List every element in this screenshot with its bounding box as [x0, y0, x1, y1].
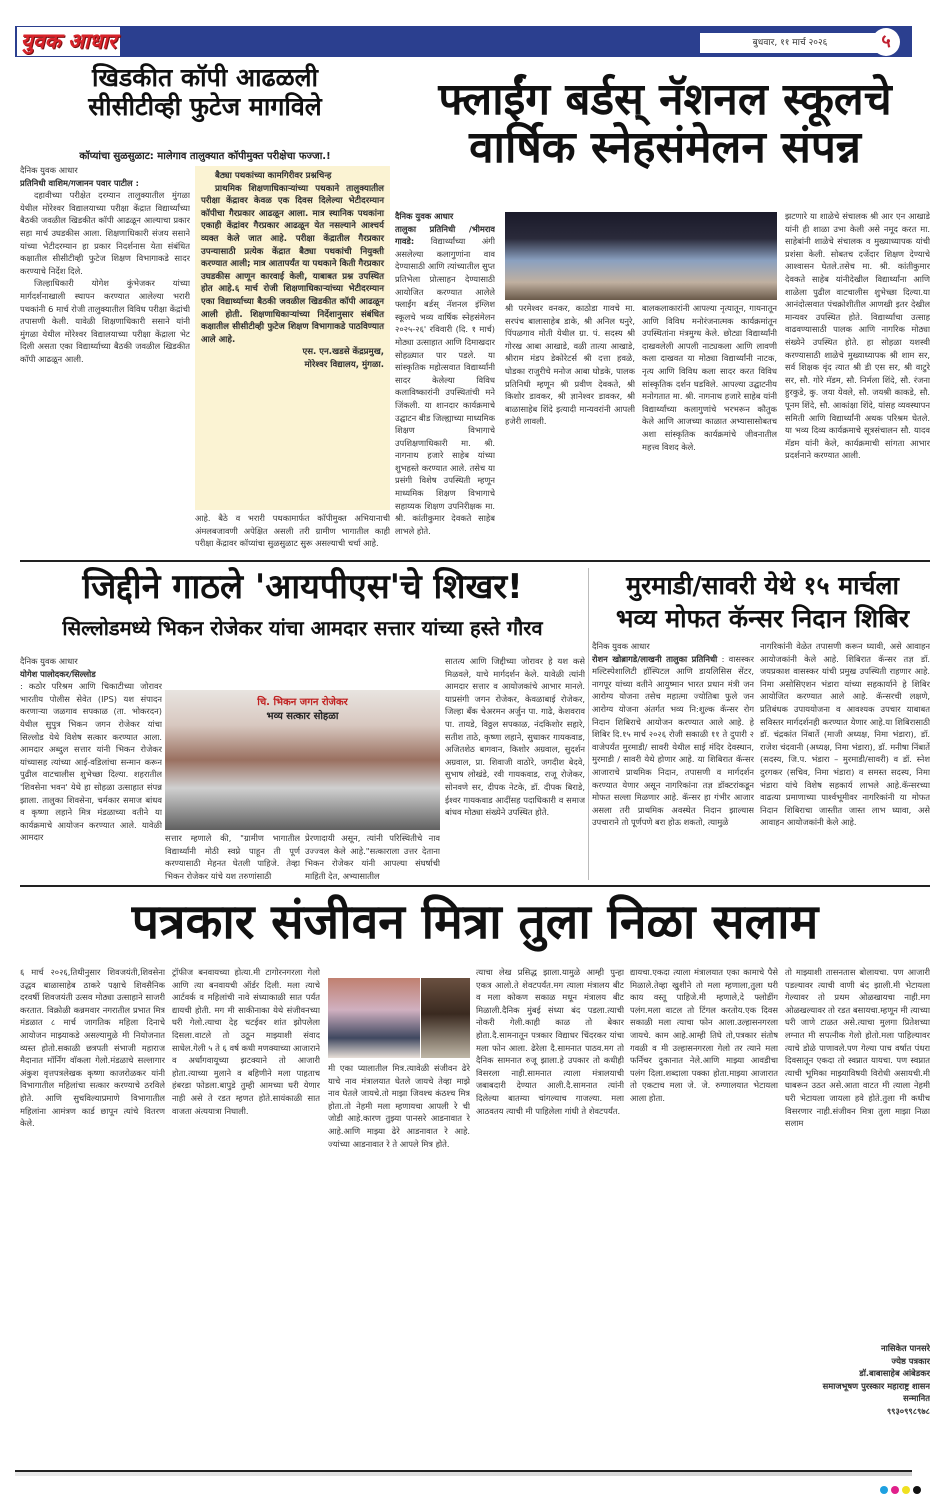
- section-divider: [20, 560, 930, 562]
- black-dot: [913, 1486, 921, 1494]
- author-award: डॉ.बाबासाहेब आंबेडकर: [859, 1368, 930, 1379]
- paragraph: विद्यार्थ्यांच्या अंगी असलेल्या कलागुणांना वाव देण्यासाठी आणि त्यांच्यातील सुप्त प्रतिभेला प्रोत्साहन देण्यासाठी आयोजित करण्यात आलेले फ्लाईंग बर्डस् नॅशनल इंग्लिश स्कूलचे भव्य वार्षिक स्नेहसंमेलन २०२५-२६' रविवारी (दि. १ मार्च) मोठ्या उत्साहात आणि दिमाखदार सोहळ्यात पार पडले. या सांस्कृतिक महोत्सवात विद्यार्थ्यांनी सादर केलेल्या विविध कलाविष्कारांनी उपस्थितांची मने जिंकली. या शानदार कार्यक्रमाचे उद्घाटन बीड जिल्ह्याच्या माध्यमिक शिक्षण विभागाचे उपशिक्षणाधिकारी मा. श्री. नागनाथ हजारे साहेब यांच्या शुभहस्ते करण्यात आले. तसेच या प्रसंगी विशेष उपस्थिती म्हणून माध्यमिक शिक्षण विभागाचे सहाय्यक शिक्षण उपनिरीक्षक मा. श्री. कांतीकुमार देवकते साहेब लाभले होते.: [395, 236, 495, 536]
- registration-marks: [880, 1479, 930, 1498]
- story4-column1: [592, 640, 754, 880]
- story2-column1: [395, 210, 495, 556]
- paragraph: जिल्हाधिकारी योगेश कुंभेजकर यांच्या मार्गदर्शनाखाली स्थापन करण्यात आलेल्या भरारी पथकांनी 6 मार्च रोजी तालुक्यातील विविध परीक्षा केंद्रांची तपासणी केली. यावेळी शिक्षणाधिकारी ससाने यांनी मुंगळा येथील मोरेश्वर विद्यालयाच्या परीक्षा केंद्राला भेट दिली असता एका विद्यार्थ्याच्या बैठकी जवळील खिडकीत कॉपी आढळून आली.: [20, 278, 190, 364]
- author-phone: ९९३०९९८९७८: [886, 1405, 930, 1416]
- story2-column4: झटणारे या शाळेचे संचालक श्री आर एन आखाडे यांनी ही शाळा उभा केली असे नमूद करत मा. साहेबांनी शाळेचे संचालक व मुख्याध्यापक यांची प्रशंसा केली. सोबतच दर्जेदार शिक्षण देण्याचे आश्वासन घेतले.तसेच मा. श्री. कांतीकुमार देवकते साहेब यांनीदेखील विद्यार्थ्यांना आणि शाळेला पुढील वाटचालीस शुभेच्छा दिल्या.या आनंदोत्सवात पंचक्रोशीतील आणखी इतर देखील मान्यवर उपस्थित होते. विद्यार्थ्यांचा उत्साह वाढवण्यासाठी पालक आणि नागरिक मोठ्या संख्येने उपस्थित होते. हा सोहळा यशस्वी करण्यासाठी शाळेचे मुख्याध्यापक श्री शाम सर, सर्व शिक्षक वृंद त्यात श्री डी एस सर, श्री वाटुरे सर, सौ. गोरे मॅडम, सौ. निर्मला शिंदे, सौ. रंजना हुरकुडे, कु. जया येवले, सौ. जयश्री काकडे, सौ. पूनम शिंदे, सौ. आकांक्षा शिंदे, यांसह व्यवस्थापन समिती आणि विद्यार्थ्यांनी अथक परिश्रम घेतले. या भव्य दिव्य कार्यक्रमाचे सूत्रसंचालन सौ. यादव मॅडम यांनी केले, कार्यक्रमाची सांगता आभार प्रदर्शनाने करण्यात आली.: [785, 211, 930, 461]
- story1-headline: [20, 64, 390, 122]
- story3-subhead: सिल्लोडमध्ये भिकन रोजेकर यांचा आमदार सत्तार यांच्या हस्ते गौरव: [62, 616, 543, 640]
- cyan-dot: [880, 1486, 888, 1494]
- story3-column2a: सत्तार म्हणाले की, "ग्रामीण भागातील विद्यार्थ्यांनी मोठी स्वप्ने पाहून ती पूर्ण करण्यासाठी मेहनत घेतली पाहिजे. तेव्हा भिकन रोजेकर यांचे यश तरुणांसाठी: [165, 833, 300, 880]
- story1-headline-line1: खिडकीत कॉपी आढळली: [91, 63, 319, 92]
- footer-rule: [15, 1470, 912, 1476]
- box-text: प्राथमिक शिक्षणाधिकाऱ्यांच्या पथकाने तालुक्यातील परीक्षा केंद्रावर केवळ एक दिवस दिलेल्या भेटीदरम्यान कॉपीचा गैरप्रकार आढळून आला. मात्र स्थानिक पथकांना एकाही केंद्रांवर गैरप्रकार आढळून येत नसल्याने आश्चर्य व्यक्त केले जात आहे. परीक्षा केंद्रातील गैरप्रकार उपन्यासाठी प्रत्येक केंद्रात बैठ्या पथकांची नियुक्ती करण्यात आली; मात्र आतापर्यंत या पथकाने किती गैरप्रकार उघडकीस आणून कारवाई केली, याबाबत प्रश्न उपस्थित होत आहे.६ मार्च रोजी शिक्षणाधिकाऱ्यांच्या भेटीदरम्यान एका विद्यार्थ्याच्या बैठकी जवळील खिडकीत कॉपी आढळून आली होती. शिक्षणाधिकाऱ्यांच्या निर्देशानुसार संबंधित कक्षातील सीसीटीव्ही फुटेज शिक्षण विभागाकडे पाठविण्यात आले आहे.: [201, 183, 385, 345]
- section-divider: [20, 885, 930, 887]
- story4-headline: [595, 570, 930, 635]
- story3-column1: [20, 655, 162, 880]
- newspaper-logo: युवक आधार: [17, 27, 120, 56]
- story5-column5: द्यायचा.एकदा त्याला मंत्रालयात एका कामाचे पैसे मिळाले.तेव्हा खुशीने तो मला म्हणाला,तुला घरी काय वस्तू पाहिजे.मी म्हणाले,दे फ्लोडींग पलंग.मला वाटल तो टिंगल करतोय.एक दिवस सकाळी मला त्याचा फोन आला.उल्हासनगरला जायचे. काम आहे.आम्ही तिघे तो,पत्रकार संतोष गवळी व मी उल्हासनगरला गेलो तर त्याने मला फर्निचर दुकानात नेले.आणि माझ्या आवडीचा पलंग दिला.शब्दाला पक्का होता.माझ्या आजारात तो एकटाच मला जे. जे. रुग्णालयात भेटायला आला होता.: [630, 967, 778, 1103]
- source-label: दैनिक युवक आधार: [395, 211, 454, 221]
- photo-banner-name: चि. भिकन जगन रोजेकर: [257, 697, 348, 708]
- friends-photo: [328, 978, 420, 1058]
- paragraph: : वासस्कर मल्टिस्पेशालिटी हॉस्पिटल आणि डायलिसिस सेंटर, नागपूर यांच्या वतीने आयुष्मान भारत प्रधान मंत्री जन आरोग्य योजना तसेच महात्मा ज्योतिबा फुले जन आरोग्य योजना अंतर्गत भव्य नि:शुल्क कॅन्सर रोग निदान शिबिराचे आयोजन करण्यात आले आहे. हे शिबिर दि.१५ मार्च २०२६ रोजी सकाळी ११ ते दुपारी २ वाजेपर्यंत मुरमाडी/ सावरी येथील साई मंदिर देवस्थान, मुरमाडी / सावरी येथे होणार आहे. या शिबिरात कॅन्सर आजाराचे प्राथमिक निदान, तपासणी व मार्गदर्शन करण्यात येणार असून नागरिकांना तज्ञ डॉक्टरांकडून मोफत सल्ला मिळणार आहे. कॅन्सर हा गंभीर आजार असला तरी प्राथमिक अवस्थेत निदान झाल्यास उपचाराने तो पूर्णपणे बरा होऊ शकतो, त्यामुळे: [592, 653, 754, 828]
- byline: प्रतिनिधी वाशिम/गजानन पवार पाटील :: [20, 177, 139, 188]
- author-award: समाजभूषण पुरस्कार महाराष्ट्र शासन: [822, 1380, 930, 1391]
- page-number: ५: [872, 28, 900, 56]
- yellow-dot: [902, 1486, 910, 1494]
- issue-date: बुधवार, ११ मार्च २०२६: [700, 33, 880, 53]
- story5-column4: त्याचा लेख प्रसिद्ध झाला.यामुळे आम्ही पुन्हा एकत्र आलो.ते शेवटपर्यंत.मग त्याला मंत्रालय बीट व मला कोकण सकाळ मधून मंत्रालय बीट मिळाली.दैनिक मुंबई संध्या बंद पडला.त्याची नोकरी गेली.काही काळ तो बेकार होता.दै.सामनातून पत्रकार विद्याधर चिंदरकर यांचा मला फोन आला. ढेरेला दै.सामनात पाठव.मग तो दैनिक सामनात रुजू झाला.हे उपकार तो कधीही विसरला नाही.सामनात त्याला मंत्रालयाची जबाबदारी देण्यात आली.दै.सामनात त्यांनी दिलेल्या बातम्या चांगल्याच गाजल्या. मला आठवतय त्याची मी पाहिलेला गांधी ते शेवटपर्यंत.: [476, 967, 624, 1116]
- story1-sidebar-box: [195, 166, 390, 510]
- story5-headline: पत्रकार संजीवन मित्रा तुला निळा सलाम: [131, 894, 819, 950]
- felicitation-photo: [165, 690, 440, 830]
- paragraph: : कठोर परिश्रम आणि चिकाटीच्या जोरावर भारतीय पोलीस सेवेत (IPS) यश संपादन करणाऱ्या जळगाव सपकाळ (ता. भोकरदन) येथील सुपुत्र भिकन जगन रोजेकर यांचा सिल्लोड येथे विशेष सत्कार करण्यात आला. आमदार अब्दुल सत्तार यांनी भिकन रोजेकर यांच्यासह त्यांच्या आई-वडिलांचा सन्मान करून पुढील वाटचालीस शुभेच्छा दिल्या. शहरातील 'शिवसेना भवन' येथे हा सोहळा उत्साहात संपन्न झाला. तालुका शिवसेना, चर्मकार समाज बांधव व कृष्णा लहाने मित्र मंडळाच्या वतीने या कार्यक्रमाचे आयोजन करण्यात आले. यावेळी आमदार: [20, 681, 162, 843]
- story1-continued: आहे. बैठे व भरारी पथकामार्फत कॉपीमुक्त अभियानाची अंमलबजावणी अपेक्षित असली तरी ग्रामीण भागातील काही परीक्षा केंद्रावर कॉप्यांचा सुळसुळाट सुरू असल्याची चर्चा आहे.: [195, 513, 390, 549]
- story3-column2b: प्रेरणादायी असून, त्यांनी परिस्थितीचे नाव उज्ज्वल केले आहे."सत्काराला उत्तर देताना भिकन रोजेकर यांनी आपल्या संघर्षाची माहिती देत, अभ्यासातील: [305, 833, 440, 880]
- story2-headline-line2: वार्षिक स्नेहसंमेलन संपन्न: [469, 122, 861, 174]
- byline: तालुका प्रतिनिधी /भीमराव गावडे:: [395, 223, 495, 247]
- story4-column2: नागरिकांनी वेळेत तपासणी करून घ्यावी, असे आवाहन आयोजकांनी केले आहे. शिबिरात कॅन्सर तज्ञ डॉ. जयप्रकाश वासस्कर यांची प्रमुख उपस्थिती राहणार आहे. निमा असोसिएशन भंडारा यांच्या सहकार्याने हे शिबिर आयोजित करण्यात आले आहे. कॅन्सरची लक्षणे, प्रतिबंधक उपाययोजना व आवश्यक उपचार याबाबत सविस्तर मार्गदर्शनही करण्यात येणार आहे.या शिबिरासाठी डॉ. चंद्रकांत निंबार्ते (माजी अध्यक्ष, निमा भंडारा), डॉ. राजेश चंदवानी (अध्यक्ष, निमा भंडारा), डॉ. मनीषा निंबार्ते (सदस्य, जि.प. भंडारा – मुरमाडी/सावरी) व डॉ. स्नेश दुरगकर (सचिव, निमा भंडारा) व समस्त सदस्य, निमा भंडारा यांचे विशेष सहकार्य लाभले आहे.कॅन्सरच्या वाढत्या प्रमाणाच्या पार्श्वभूमीवर नागरिकांनी या मोफत निदान शिबिराचा जास्तीत जास्त लाभ घ्यावा, असे आवाहन आयोजकांनी केले आहे.: [760, 641, 930, 828]
- story4-headline-line1: मुरमाडी/सावरी येथे १५ मार्चला: [626, 571, 899, 600]
- story5-column6: तो माझ्याशी तासनतास बोलायचा. पण आजारी पडल्यावर त्याची वाणी बंद झाली.मी भेटायला गेल्यावर तो प्रथम ओळखायचा नाही.मग ओळखल्यावर तो रडत बसायचा.म्हणून मी त्याच्या घरी जाणे टाळत असे.त्याचा मुलगा प्रितेशच्या लग्नात मी सपत्नीक गेलो होतो.मला पाहिल्यावर त्याचे डोळे पाणावले.पण गेल्या पाच वर्षात पंधरा दिवसातून एकदा तो स्वप्नात यायचा. पण स्वप्नात त्याची भूमिका माझ्याविषयी विरोधी असायची.मी घाबरून उठत असे.आता वाटत मी त्याला नेहमी घरी भेटायला जायला हवे होते.तुला मी कधीच विसरणार नाही.संजीवन मित्रा तुला माझा निळा सलाम: [785, 967, 930, 1129]
- story2-column3: बालकलाकारांनी आपल्या नृत्यातून, गायनातून आणि विविध मनोरंजनात्मक कार्यक्रमांतून उपस्थितांना मंत्रमुग्ध केले. छोट्या विद्यार्थ्यांनी दाखवलेली आपली नाट्यकला आणि लावणी कला दाखवत या मोठ्या विद्यार्थ्यांनी नाटक, नृत्य आणि विविध कला सादर करत विविध सांस्कृतिक दर्शन घडविले. आपल्या उद्घाटनीय मनोगतात मा. श्री. नागनाथ हजारे साहेब यांनी विद्यार्थ्यांच्या कलागुणांचे भरभरून कौतुक केले आणि आजच्या काळात अभ्यासासोबतच अशा सांस्कृतिक कार्यक्रमांचे जीवनातील महत्त्व विशद केले.: [642, 303, 777, 452]
- school-event-photo: [505, 212, 777, 300]
- story1-headline-line2: सीसीटीव्ही फुटेज मागविले: [88, 91, 322, 121]
- byline: योगेश पालोदकर/सिल्लोड: [20, 668, 96, 679]
- magenta-dot: [891, 1486, 899, 1494]
- story1-subhead: कॉप्यांचा सुळसुळाट: मालेगाव तालुक्यात कॉपीमुक्त परीक्षेचा फज्जा.!: [79, 151, 331, 162]
- portrait-photo: [421, 978, 470, 1058]
- source-label: दैनिक युवक आधार: [20, 165, 78, 175]
- story4-headline-line2: भव्य मोफत कॅन्सर निदान शिबिर: [615, 603, 910, 633]
- story3-column3: सातत्य आणि जिद्दीच्या जोरावर हे यश कसे मिळवले, याचे मार्गदर्शन केले. यावेळी त्यांनी आमदार सत्तार व आयोजकांचे आभार मानले. याप्रसंगी जगन रोजेकर, केवळाबाई रोजेकर, जिल्हा बँक चेअरमन अर्जुन पा. गाढे, केशवराव पा. तायडे, विठ्ठल सपकाळ, नंदकिशोर सहारे, सतीश ताठे, कृष्णा लहाने, सुधाकर गायकवाड, अजितशेठ बागवान, किशोर अग्रवाल, सुदर्शन अग्रवाल, प्रा. शिवाजी वाठोरे, जगदीश बेदवे, सुभाष लोखंडे, रवी गायकवाड, राजू रोजेकर, सोनवणे सर, दीपक नेटके, डॉ. दीपक बिराडे, ईश्वर गायकवाड आदींसह पदाधिकारी व समाज बांधव मोठ्या संख्येने उपस्थित होते.: [445, 656, 585, 818]
- story5-column3: मी एका प्यालातील मित्र.त्यावेळी संजीवन ढेरे याचे नाव मंत्रालयात घेतले जायचे तेव्हा माझे नाव घेतले जायचे.तो माझा जिवश्च कंठश्च मित्र होता.तो नेहमी मला म्हणायचा आपली रे ची जोडी आहे.कारण तुझ्या पानसरे आडनावात रे आहे.आणि माझ्या ढेरे आडनावात रे आहे. ज्यांच्या आडनावात रे ते आपले मित्र होते.: [328, 1063, 470, 1149]
- box-signature: एस. एन.खडसे केंद्रप्रमुख,: [302, 347, 384, 358]
- paragraph: दहावीच्या परीक्षेत दरम्यान तालुक्यातील मुंगळा येथील मोरेश्वर विद्यालयाच्या परीक्षा केंद्रात विद्यार्थ्यांच्या बैठकी जवळील खिडकीत कॉपी आढळून आल्याचा प्रकार सहा मार्च उघडकीस आला. शिक्षणाधिकारी संजय ससाने यांच्या भेटीदरम्यान हा प्रकार निदर्शनास येता संबंधित कक्षातील सीसीटीव्ही फुटेज शिक्षण विभागाकडे सादर करण्याचे निर्देश दिले.: [20, 190, 190, 276]
- box-title: बैठ्या पथकांच्या कामगिरीवर प्रश्नचिन्ह: [215, 171, 332, 181]
- story5-signature: [785, 1342, 930, 1460]
- column-divider: [588, 568, 589, 880]
- story2-headline: [395, 76, 935, 173]
- source-label: दैनिक युवक आधार: [592, 641, 650, 651]
- author-role: ज्येष्ठ पत्रकार: [891, 1355, 930, 1366]
- photo-banner-title: भव्य सत्कार सोहळा: [266, 711, 339, 722]
- story2-headline-line1: फ्लाईंग बर्डस् नॅशनल स्कूलचे: [438, 74, 892, 125]
- source-label: दैनिक युवक आधार: [20, 656, 78, 666]
- story1-column1: [20, 164, 190, 556]
- story5-column1: ६ मार्च २०२६,तिथीनुसार शिवजयंती,शिवसेना उद्धव बाळासाहेब ठाकरे पक्षाचे शिवसैनिक दरवर्षी शिवजयंती उत्सव मोठ्या उत्साहाने साजरी करतात. विक्रोळी कन्नमवार नगरातील प्रभात मित्र मंडळात ८ मार्च जागतिक महिला दिनाचे आयोजन माझ्याकडे असल्यामुळे मी नियोजनात व्यस्त होतो.सकाळी छत्रपती संभाजी महाराज मैदानात मॉर्निंग वॉकला गेलो.मंडळाचे सल्लागार अंकुश वृत्तपत्रलेखक कृष्णा काजरोळकर यांनी विभागातील महिलांचा सत्कार करण्याचे ठरविले होते. आणि सुचविल्याप्रमाणे विभागातील महिलांना आमंत्रण कार्ड छापून त्यांचे वितरण केले.: [20, 967, 165, 1129]
- box-signature-place: मोरेश्वर विद्यालय, मुंगळा.: [304, 359, 384, 370]
- byline: रोशन खोब्रागडे/लाखनी तालुका प्रतिनिधी: [592, 653, 718, 664]
- author-award: सन्मानित: [903, 1393, 930, 1404]
- story5-column2: ट्रॉफीज बनवायच्या होत्या.मी टागोरनगरला गेलो आणि त्या बनवायची ऑर्डर दिली. मला त्याचे आर्टवर्क व महिलांची नावे संध्याकाळी सात पर्यंत द्यायची होती. मग मी साकीनाका येथे संजीवनच्या घरी गेलो.त्याचा देह चटईवर शांत झोपलेला दिसला.वाटले तो उठून माझ्याशी संवाद साधेल.गेली ५ ते ६ वर्ष कधी मणक्याच्या आजाराने व अर्धांगवायूच्या झटक्याने तो आजारी होता.त्याच्या मुलाने व बहिणीने मला पाहताच हंबरडा फोडला.बापुडे तुम्ही आमच्या घरी येणार नाही असे ते रडत म्हणत होते.सायंकाळी सात वाजता अंत्ययात्रा निघाली.: [172, 967, 320, 1116]
- author-name: नासिकेत पानसरे: [881, 1343, 930, 1353]
- story2-column2: श्री परमेश्वर वनकर, काठोडा गावचे मा. सरपंच बालासाहेब डाके, श्री अनिल धनुरे, पिंपळगाव मोती येथील ग्रा. पं. सदस्य श्री गोरख आबा आखाडे, वळी तात्या आखाडे, श्रीराम मंडप डेकोरेटर्स श्री दत्ता हवळे, घोडका राजुरीचे मनोज आबा घोडके, पालक प्रतिनिधी म्हणून श्री प्रवीण देवकते, श्री किशोर डावकर, श्री ज्ञानेश्वर डावकर, श्री बाळासाहेब शिंदे इत्यादी मान्यवरांनी आपली हजेरी लावली.: [505, 303, 635, 427]
- story3-headline: जिद्दीने गाठले 'आयपीएस'चे शिखर!: [82, 567, 523, 607]
